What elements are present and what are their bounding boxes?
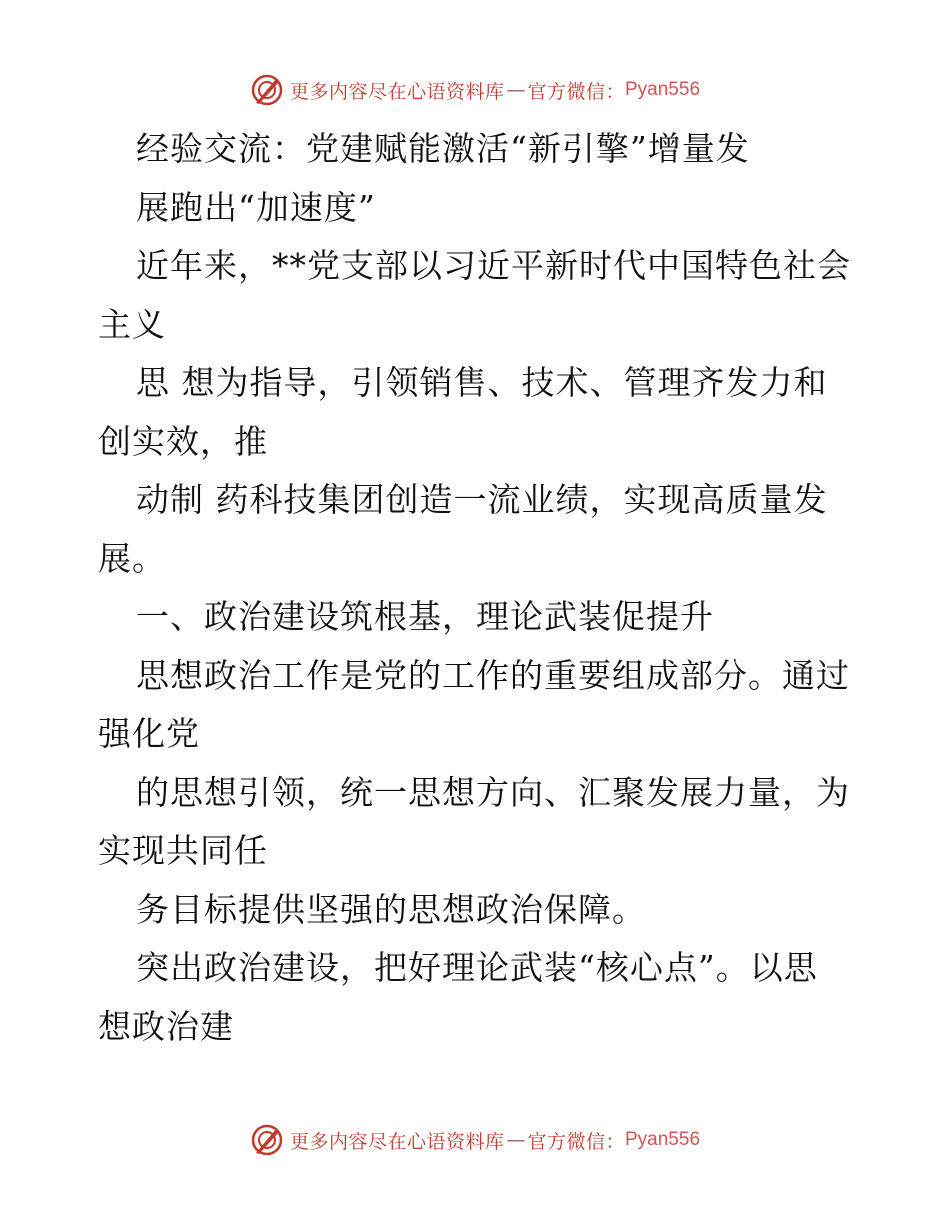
footer-watermark	[0, 1120, 950, 1160]
watermark-separator: —	[506, 79, 526, 101]
document-body	[98, 120, 858, 1056]
paragraph-line: 突出政治建设，把好理论武装“核心点”。以思	[136, 948, 818, 987]
paragraph-line: 想政治建	[98, 1006, 234, 1046]
paragraph-line: 近年来，**党支部以习近平新时代中国特色社会	[136, 246, 851, 285]
paragraph-line: 动制 药科技集团创造一流业绩，实现高质量发	[136, 480, 828, 519]
watermark-suffix: 官方微信：	[527, 1130, 625, 1153]
paragraph-line: 务目标提供坚强的思想政治保障。	[136, 889, 646, 929]
title-line-1: 经验交流：党建赋能激活“新引擎”增量发	[136, 129, 750, 168]
watermark-separator: —	[506, 1129, 526, 1151]
header-watermark	[0, 70, 950, 110]
paragraph-line: 创实效，推	[98, 421, 268, 461]
paragraph-line: 的思想引领，统一思想方向、汇聚发展力量，为	[136, 772, 850, 812]
quill-logo-icon	[250, 73, 284, 107]
watermark-wechat-id: Pyan556	[625, 1129, 701, 1150]
paragraph-line: 主义	[98, 304, 166, 344]
watermark-suffix: 官方微信：	[527, 80, 625, 103]
paragraph-line: 展。	[98, 538, 166, 578]
paragraph-line: 强化党	[98, 714, 200, 753]
watermark-wechat-id: Pyan556	[625, 79, 701, 100]
paragraph-line: 思想政治工作是党的工作的重要组成部分。通过	[136, 655, 850, 695]
watermark-main-text: 更多内容尽在心语资料库	[289, 80, 505, 103]
section-heading: 一、政治建设筑根基，理论武装促提升	[136, 597, 714, 636]
watermark-main-text: 更多内容尽在心语资料库	[289, 1130, 505, 1153]
quill-logo-icon	[250, 1123, 284, 1157]
paragraph-line: 实现共同任	[98, 831, 268, 870]
paragraph-line: 思 想为指导，引领销售、技术、管理齐发力和	[136, 363, 828, 402]
title-line-2: 展跑出“加速度”	[136, 187, 376, 227]
